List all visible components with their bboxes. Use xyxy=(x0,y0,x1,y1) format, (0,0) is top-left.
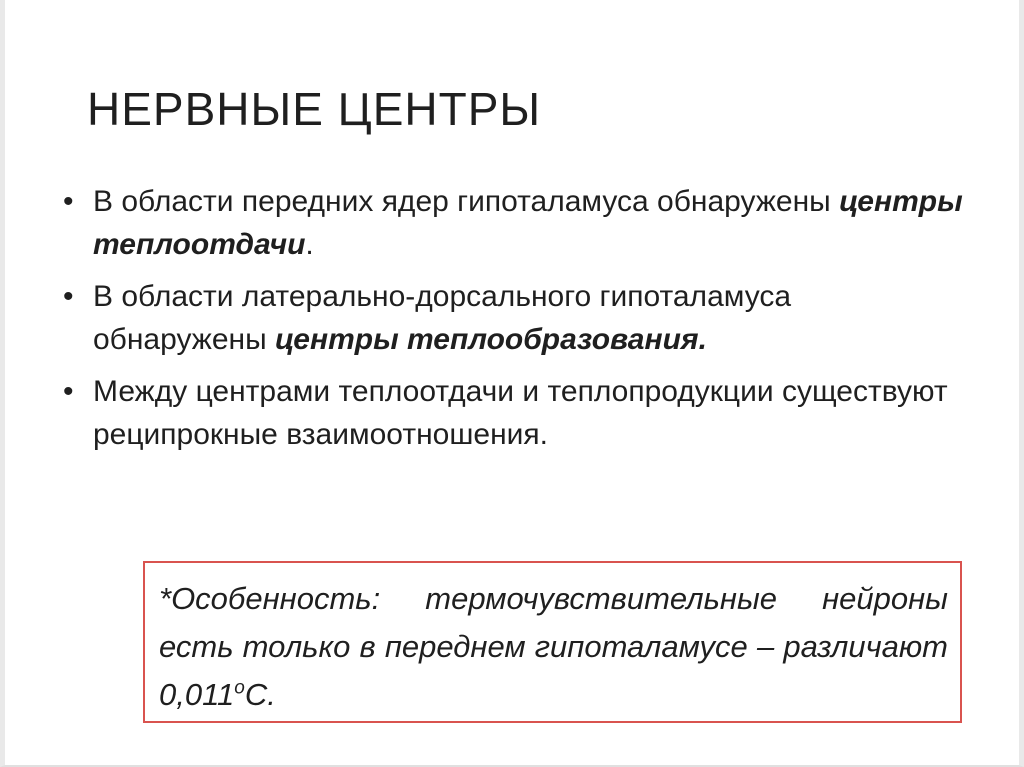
bullet-text: Между центрами теплоотдачи и теплопродукции существуют реципрокные взаимоотношения. xyxy=(93,375,948,451)
bullet-text: В области передних ядер гипоталамуса обнаружены xyxy=(93,185,840,218)
bullet-item-1 xyxy=(63,180,963,266)
degree-superscript: о xyxy=(234,677,245,699)
note-box xyxy=(143,561,962,723)
bullet-emphasis: центры теплоотдачи xyxy=(93,185,963,261)
bullet-text: В области латерально-дорсального гипоталамуса обнаружены xyxy=(93,280,792,356)
bullet-emphasis: центры теплообразования. xyxy=(275,323,707,356)
note-text: *Особенность: термочувствительные нейроны есть только в переднем гипоталамусе – различают 0,011 xyxy=(159,581,948,712)
bullet-text-end: . xyxy=(305,228,314,261)
bullet-dot-icon: • xyxy=(63,375,74,408)
bullet-item-2 xyxy=(63,275,963,361)
slide-title: НЕРВНЫЕ ЦЕНТРЫ xyxy=(87,83,542,135)
bullet-item-3 xyxy=(63,370,963,456)
bullet-dot-icon: • xyxy=(63,185,74,218)
bullet-dot-icon: • xyxy=(63,280,74,313)
bullet-list xyxy=(63,180,963,465)
note-unit: С. xyxy=(244,677,276,712)
